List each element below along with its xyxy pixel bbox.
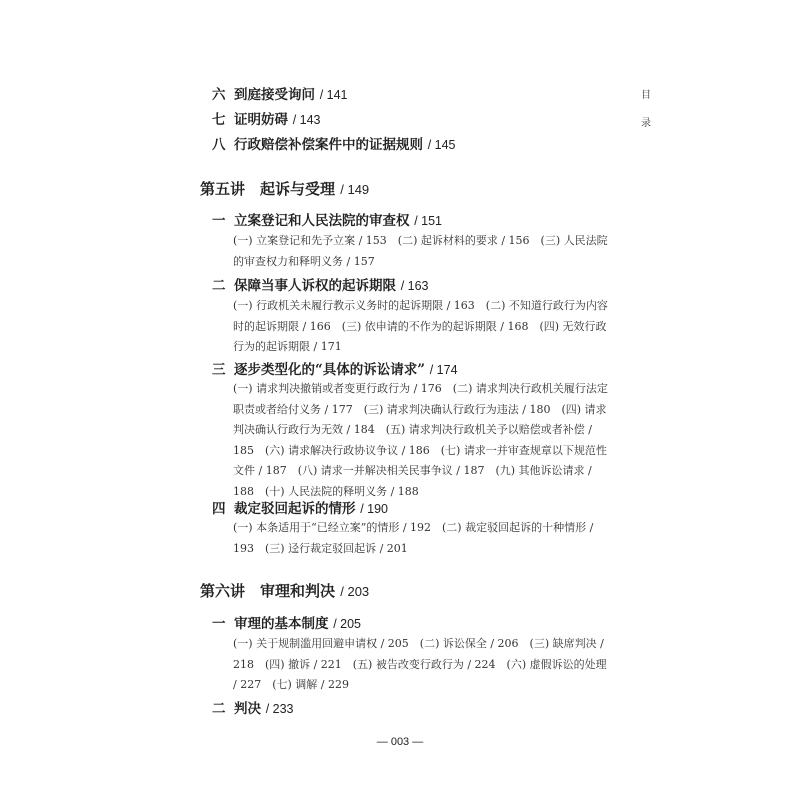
side-label-char: 录 [641, 118, 651, 129]
chapter-heading[interactable] [200, 178, 369, 199]
section-title: 审理的基本制度 [234, 616, 329, 632]
page-number: / 145 [427, 138, 456, 152]
page-number: / 203 [340, 584, 370, 599]
toc-section[interactable]: 四 裁定驳回起诉的情形 / 190 [212, 501, 389, 517]
section-title: 裁定驳回起诉的情形 [234, 501, 356, 517]
toc-section[interactable]: 二 保障当事人诉权的起诉期限 / 163 [212, 278, 429, 294]
section-title: 证明妨碍 [234, 112, 288, 128]
subsection-list: (一) 本条适用于“已经立案”的情形 / 192 (二) 裁定驳回起诉的十种情形 / 193 (三) 迳行裁定驳回起诉 / 201 [233, 521, 594, 555]
subsection-list: (一) 请求判决撤销或者变更行政行为 / 176 (二) 请求判决行政机关履行法定职责或者给付义务 / 177 (三) 请求判决确认行政行为违法 / 180 (四) 请求判决确认行政行为无效 / 184 (五) 请求判决行政机关予以赔偿或者补偿 / 185 (六) 请求解决行政协议争议 / 186 (七) 请求一并审查规章以下规范性文件 / 187 (八) 请求一并解决相关民事争议 / 187 (九) 其他诉讼请求 / 188 (十) 人民法院的释明义务 / 188 [233, 382, 608, 498]
page-folio: — 003 — [376, 736, 424, 748]
side-label [638, 82, 654, 138]
subsection-list: (一) 立案登记和先予立案 / 153 (二) 起诉材料的要求 / 156 (三) 人民法院的审查权力和释明义务 / 157 [233, 234, 608, 268]
page-number: / 151 [414, 214, 443, 228]
toc-section[interactable]: 六 到庭接受询问 / 141 [212, 87, 348, 103]
page-number: / 233 [265, 702, 294, 716]
toc-section[interactable]: 二 判决 / 233 [212, 701, 294, 717]
page-number: / 143 [292, 113, 321, 127]
section-title: 逐步类型化的“具体的诉讼请求” [234, 362, 426, 378]
chapter-heading[interactable] [200, 580, 369, 601]
toc-section[interactable]: 三 逐步类型化的“具体的诉讼请求” / 174 [212, 362, 458, 378]
page-number: / 205 [333, 617, 362, 631]
page-number: / 163 [400, 279, 429, 293]
page-number: / 149 [340, 182, 370, 197]
toc-section[interactable]: 七 证明妨碍 / 143 [212, 112, 321, 128]
chapter-title: 第五讲 起诉与受理 [200, 180, 336, 198]
section-title: 行政赔偿补偿案件中的证据规则 [234, 137, 423, 153]
section-title: 保障当事人诉权的起诉期限 [234, 278, 396, 294]
side-label-char: 目 [641, 90, 651, 101]
subsection-list: (一) 关于规制滥用回避申请权 / 205 (二) 诉讼保全 / 206 (三) 缺席判决 / 218 (四) 撤诉 / 221 (五) 被告改变行政行为 / 224 (六) 虚假诉讼的处理 / 227 (七) 调解 / 229 [233, 637, 607, 691]
section-title: 到庭接受询问 [234, 87, 315, 103]
chapter-title: 第六讲 审理和判决 [200, 582, 336, 600]
subsection-list: (一) 行政机关未履行教示义务时的起诉期限 / 163 (二) 不知道行政行为内容时的起诉期限 / 166 (三) 依申请的不作为的起诉期限 / 168 (四) 无效行政行为的起诉期限 / 171 [233, 299, 608, 353]
page-number: / 174 [429, 363, 458, 377]
toc-section[interactable]: 一 立案登记和人民法院的审查权 / 151 [212, 213, 443, 229]
page-number: / 141 [319, 88, 348, 102]
section-title: 判决 [234, 701, 261, 717]
page-number: / 190 [360, 502, 389, 516]
section-title: 立案登记和人民法院的审查权 [234, 213, 410, 229]
toc-section[interactable]: 一 审理的基本制度 / 205 [212, 616, 362, 632]
toc-section[interactable]: 八 行政赔偿补偿案件中的证据规则 / 145 [212, 137, 456, 153]
